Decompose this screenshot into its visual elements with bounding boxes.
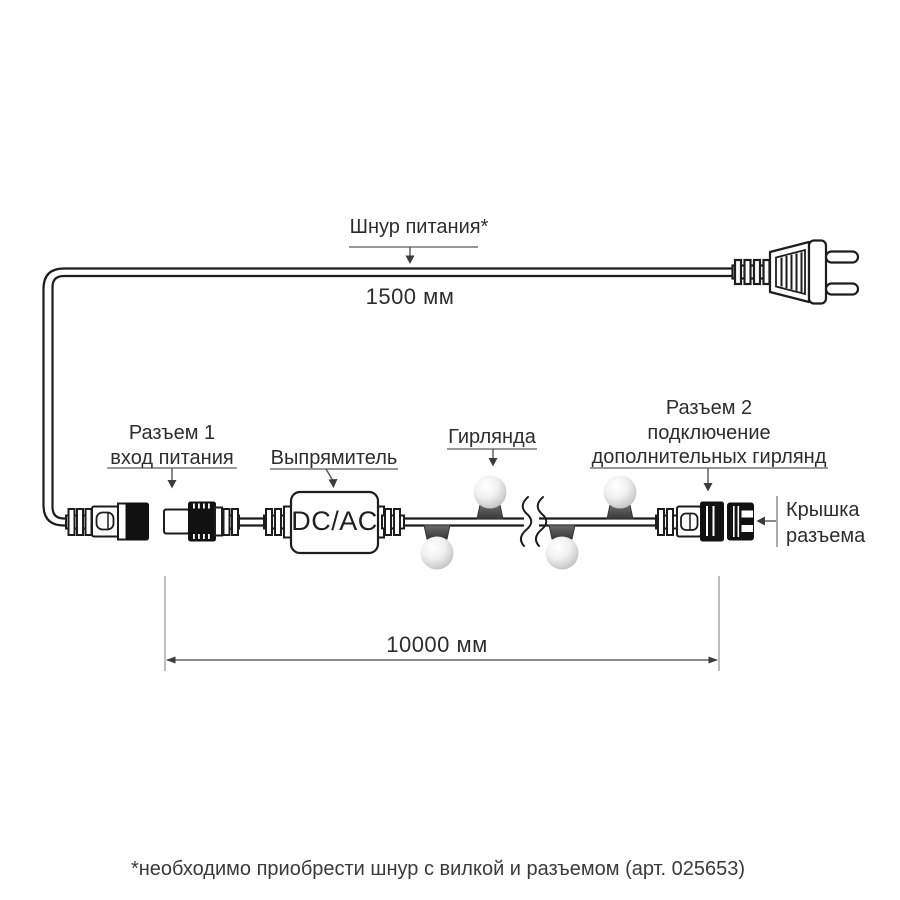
bulb-down-2	[546, 525, 579, 570]
connector2-label	[592, 396, 827, 470]
wire-break-icon	[521, 497, 546, 546]
arrow-down-icon	[704, 483, 713, 492]
leader-power-cord	[349, 247, 478, 264]
arrow-down-icon	[329, 479, 338, 488]
arrow-down-icon	[168, 480, 177, 489]
cap-label-line1: Крышка	[786, 499, 860, 521]
arrow-left-icon	[166, 657, 176, 664]
power-cord-length: 1500 мм	[365, 284, 455, 309]
connector1-label	[110, 421, 233, 471]
connector2-label-line1: Разъем 2	[665, 397, 753, 419]
arrow-right-icon	[709, 657, 719, 664]
bulb-up-2	[604, 476, 637, 520]
connector1-label-line1: Разъем 1	[128, 422, 216, 444]
arrow-down-icon	[489, 458, 498, 467]
rectifier-box-text: DC/AC	[291, 506, 378, 536]
footnote: *необходимо приобрести шнур с вилкой и разъемом (арт. 025653)	[130, 858, 746, 880]
power-cord-label: Шнур питания*	[349, 216, 489, 238]
connector1-label-line2: вход питания	[110, 447, 234, 469]
leader-connector1	[107, 468, 237, 489]
cap-label	[786, 498, 865, 549]
connector1-male	[164, 503, 239, 541]
connector1-female	[66, 504, 148, 540]
bulb-up-1	[474, 476, 507, 520]
arrow-left-icon	[757, 517, 766, 526]
bulb-down-1	[421, 525, 454, 570]
connector2-label-line2: подключение	[647, 421, 771, 444]
connector2-label-line3: дополнительных гирлянд	[591, 446, 827, 468]
leader-cap	[757, 496, 778, 547]
leader-garland	[447, 449, 537, 467]
garland-label: Гирлянда	[448, 426, 536, 448]
connector2-female	[656, 503, 723, 541]
garland-length: 10000 мм	[386, 632, 488, 657]
power-plug	[733, 241, 859, 304]
leader-rectifier	[270, 469, 398, 488]
arrow-down-icon	[406, 256, 415, 265]
cap-label-line2: разъема	[786, 524, 866, 547]
connector2-cap	[727, 503, 754, 541]
rectifier-label: Выпрямитель	[270, 447, 398, 469]
